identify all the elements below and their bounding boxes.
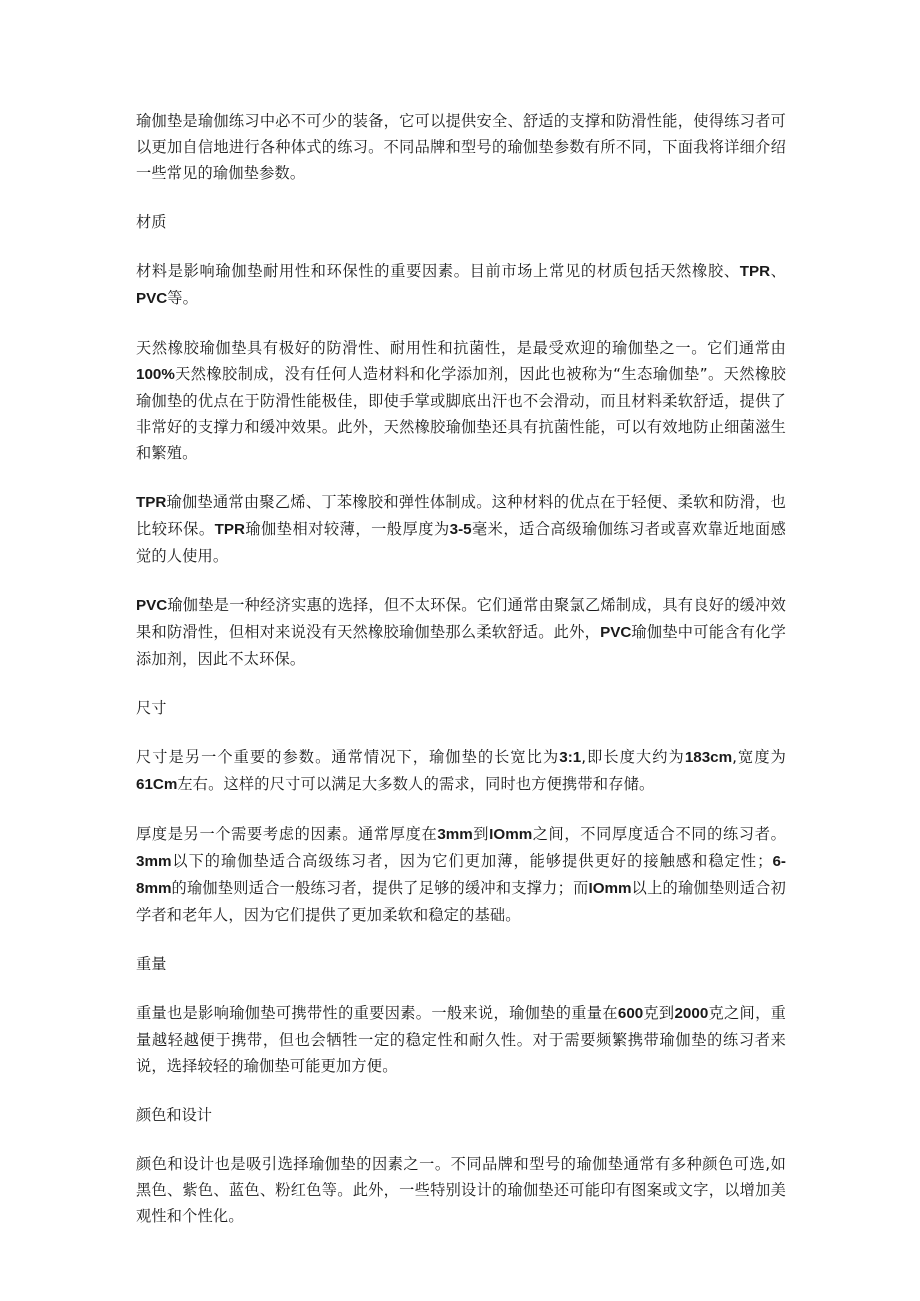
material-overview-paragraph: 材料是影响瑜伽垫耐用性和环保性的重要因素。目前市场上常见的材质包括天然橡胶、TPR、PVC等。 [136,262,786,307]
weight-paragraph: 重量也是影响瑜伽垫可携带性的重要因素。一般来说，瑜伽垫的重量在600克到2000克之间，重量越轻越便于携带，但也会牺牲一定的稳定性和耐久性。对于需要频繁携带瑜伽垫的练习者来说，选择较轻的瑜伽垫可能更加方便。 [136,1004,787,1075]
document-body [136,108,786,1252]
section-heading-color-design: 颜色和设计 [136,1106,212,1124]
natural-rubber-paragraph: 天然橡胶瑜伽垫具有极好的防滑性、耐用性和抗菌性，是最受欢迎的瑜伽垫之一。它们通常由100%天然橡胶制成，没有任何人造材料和化学添加剂，因此也被称为“生态瑜伽垫”。天然橡胶瑜伽垫的优点在于防滑性能极佳，即使手掌或脚底出汗也不会滑动，而且材料柔软舒适，提供了非常好的支撑力和缓冲效果。此外，天然橡胶瑜伽垫还具有抗菌性能，可以有效地防止细菌滋生和繁殖。 [136,339,786,462]
section-heading-material: 材质 [136,213,167,231]
thickness-paragraph: 厚度是另一个需要考虑的因素。通常厚度在3mm到IOmm之间，不同厚度适合不同的练习者。3mm以下的瑜伽垫适合高级练习者，因为它们更加薄，能够提供更好的接触感和稳定性；6-8mm的瑜伽垫则适合一般练习者，提供了足够的缓冲和支撑力；而IOmm以上的瑜伽垫则适合初学者和老年人，因为它们提供了更加柔软和稳定的基础。 [136,825,787,924]
intro-paragraph: 瑜伽垫是瑜伽练习中必不可少的装备，它可以提供安全、舒适的支撑和防滑性能，使得练习者可以更加自信地进行各种体式的练习。不同品牌和型号的瑜伽垫参数有所不同，下面我将详细介绍一些常见的瑜伽垫参数。 [136,112,786,182]
size-paragraph: 尺寸是另一个重要的参数。通常情况下，瑜伽垫的长宽比为3:1,即长度大约为183cm,宽度为61Cm左右。这样的尺寸可以满足大多数人的需求，同时也方便携带和存储。 [136,748,786,793]
section-heading-size: 尺寸 [136,699,167,717]
tpr-paragraph: TPR瑜伽垫通常由聚乙烯、丁苯橡胶和弹性体制成。这种材料的优点在于轻便、柔软和防滑，也比较环保。TPR瑜伽垫相对较薄，一般厚度为3-5毫米，适合高级瑜伽练习者或喜欢靠近地面感觉的人使用。 [136,493,787,565]
section-heading-weight: 重量 [136,955,167,973]
pvc-paragraph: PVC瑜伽垫是一种经济实惠的选择，但不太环保。它们通常由聚氯乙烯制成，具有良好的缓冲效果和防滑性，但相对来说没有天然橡胶瑜伽垫那么柔软舒适。此外，PVC瑜伽垫中可能含有化学添加剂，因此不太环保。 [136,596,787,668]
color-design-paragraph: 颜色和设计也是吸引选择瑜伽垫的因素之一。不同品牌和型号的瑜伽垫通常有多种颜色可选,如黑色、紫色、蓝色、粉红色等。此外，一些特别设计的瑜伽垫还可能印有图案或文字，以增加美观性和个性化。 [136,1155,786,1225]
